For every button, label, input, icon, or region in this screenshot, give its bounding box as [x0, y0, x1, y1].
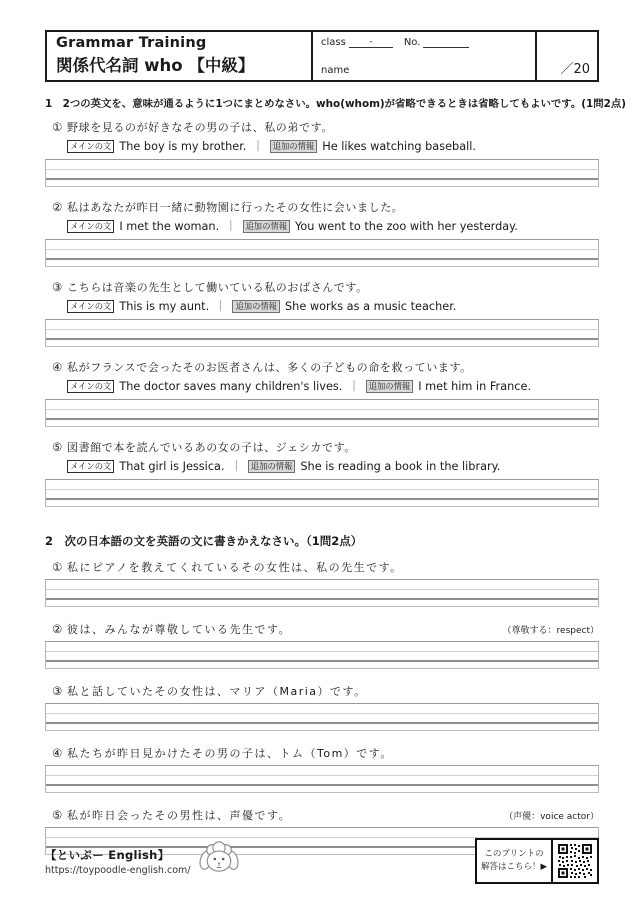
vocab-hint: （声優：voice actor） [504, 812, 599, 822]
answer-link-line1: このプリントの [484, 848, 544, 859]
class-input-line[interactable]: - [349, 37, 393, 48]
s1-problem-2 [45, 199, 599, 267]
answer-writing-area[interactable] [45, 239, 599, 267]
brand-name: 【といぷー English】 [45, 847, 170, 862]
main-sentence: The doctor saves many children's lives. [119, 379, 343, 393]
s2-problem-4 [45, 745, 599, 793]
info-sentence-tag: 追加の情報 [366, 380, 414, 393]
name-label: name [321, 65, 350, 76]
worksheet-title: 関係代名詞 who 【中級】 [56, 56, 255, 75]
problem-number: ② [52, 622, 63, 636]
s1-problem-1 [45, 119, 599, 187]
problem-ja: 私はあなたが昨日一緒に動物園に行ったその女性に会いました。 [67, 201, 404, 214]
answer-writing-area[interactable] [45, 319, 599, 347]
no-input-line[interactable] [423, 47, 469, 48]
no-label: No. [403, 37, 421, 48]
main-sentence: That girl is Jessica. [119, 459, 225, 473]
footer [45, 838, 599, 884]
toy-poodle-icon [198, 838, 240, 884]
problem-ja: 図書館で本を読んでいるあの女の子は、ジェシカです。 [67, 441, 356, 454]
answer-writing-area[interactable] [45, 703, 599, 731]
answer-writing-area[interactable] [45, 641, 599, 669]
problem-ja: 私が昨日会ったその男性は、声優です。 [67, 809, 292, 822]
answer-writing-area[interactable] [45, 159, 599, 187]
problem-number: ⑤ [52, 440, 63, 454]
info-sentence-tag: 追加の情報 [270, 140, 318, 153]
problem-number: ① [52, 560, 63, 574]
answer-writing-area[interactable] [45, 765, 599, 793]
main-sentence-tag: メインの文 [67, 380, 114, 393]
problem-number: ④ [52, 746, 63, 760]
main-sentence-tag: メインの文 [67, 300, 114, 313]
score-box: ／20 [535, 32, 597, 80]
answer-writing-area[interactable] [45, 579, 599, 607]
problem-number: ③ [52, 684, 63, 698]
sentence-separator: ｜ [225, 220, 237, 233]
info-sentence-tag: 追加の情報 [248, 460, 296, 473]
vocab-hint: （尊敬する：respect） [502, 626, 599, 636]
problem-ja: 私にピアノを教えてくれているその女性は、私の先生です。 [67, 561, 403, 574]
problem-ja: 彼は、みんなが尊敬している先生です。 [67, 623, 292, 636]
sentence-separator: ｜ [348, 380, 360, 393]
main-sentence: The boy is my brother. [119, 139, 247, 153]
student-fields [311, 32, 535, 80]
problem-number: ③ [52, 280, 63, 294]
sentence-separator: ｜ [252, 140, 264, 153]
worksheet-series-title: Grammar Training [56, 35, 207, 51]
s1-problem-3 [45, 279, 599, 347]
s1-problem-5 [45, 439, 599, 507]
info-sentence: You went to the zoo with her yesterday. [295, 219, 518, 233]
class-label: class [321, 37, 346, 48]
problem-ja: 野球を見るのが好きなその男の子は、私の弟です。 [67, 121, 333, 134]
answer-writing-area[interactable] [45, 479, 599, 507]
problem-ja: 私たちが昨日見かけたその男の子は、トム（Tom）です。 [67, 747, 393, 760]
section2-heading: 2 次の日本語の文を英語の文に書きかえなさい。（1問2点） [45, 534, 363, 548]
main-sentence-tag: メインの文 [67, 460, 114, 473]
problem-ja: 私がフランスで会ったそのお医者さんは、多くの子どもの命を救っています。 [67, 361, 472, 374]
info-sentence: He likes watching baseball. [322, 139, 477, 153]
problem-ja: 私と話していたその女性は、マリア（Maria）です。 [67, 685, 367, 698]
problem-number: ① [52, 120, 63, 134]
info-sentence: She is reading a book in the library. [300, 459, 501, 473]
main-sentence: This is my aunt. [119, 299, 210, 313]
s2-problem-2 [45, 621, 599, 669]
sentence-separator: ｜ [215, 300, 227, 313]
answer-link-box[interactable] [475, 838, 599, 884]
main-sentence: I met the woman. [119, 219, 220, 233]
problem-number: ④ [52, 360, 63, 374]
s2-problem-3 [45, 683, 599, 731]
answer-link-line2: 解答はこちら！▶ [480, 862, 548, 872]
brand-url[interactable]: https://toypoodle-english.com/ [45, 864, 191, 876]
main-sentence-tag: メインの文 [67, 220, 114, 233]
info-sentence: She works as a music teacher. [284, 299, 457, 313]
answer-writing-area[interactable] [45, 399, 599, 427]
info-sentence-tag: 追加の情報 [243, 220, 291, 233]
problem-number: ⑤ [52, 808, 63, 822]
header-titles [47, 32, 311, 80]
section1-heading: 1 2つの英文を、意味が通るように1つにまとめなさい。who(whom)が省略できるときは省略してもよいです。(1問2点) [45, 98, 626, 110]
info-sentence-tag: 追加の情報 [232, 300, 280, 313]
problem-number: ② [52, 200, 63, 214]
info-sentence: I met him in France. [418, 379, 532, 393]
sentence-separator: ｜ [230, 460, 242, 473]
s2-problem-1 [45, 559, 599, 607]
header-box [45, 30, 599, 82]
s1-problem-4 [45, 359, 599, 427]
problem-ja: こちらは音楽の先生として働いている私のおばさんです。 [67, 281, 368, 294]
main-sentence-tag: メインの文 [67, 140, 114, 153]
qr-code-icon [553, 840, 597, 882]
